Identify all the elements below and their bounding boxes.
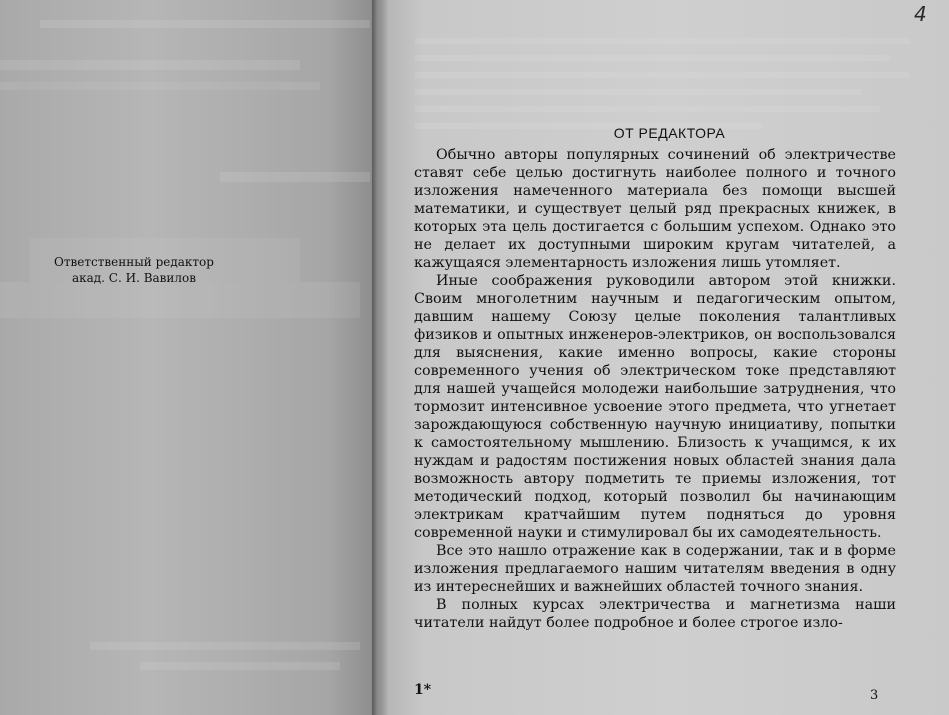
paragraph: Обычно авторы популярных сочинений об электричестве ставят себе целью достигнуть наиболее полного и точного изложения намеченного материала без помощи высшей математики, и существует целый ряд прекрасных книжек, в которых эта цель достигается с большим успехом. Однако это не делает их доступными широким кругам читателей, а кажущаяся элементарность изложения лишь утомляет. bbox=[414, 147, 896, 271]
body-text bbox=[414, 146, 896, 632]
section-heading: ОТ РЕДАКТОРА bbox=[613, 125, 726, 141]
handwritten-page-mark: 4 bbox=[914, 2, 927, 26]
paragraph: Иные соображения руководили автором этой книжки. Своим многолетним научным и педагогическим опытом, давшим нашему Союзу целые поколения талантливых физиков и опытных инженеров-электриков, он воспользовался для выяснения, какие именно вопросы, какие стороны современного учения об электрическом токе представляют для нашей учащейся молодежи наибольшие затруднения, что тормозит интенсивное усвоение этого предмета, что угнетает зарождающуюся собственную научную инициативу, попытки к самостоятельному мышлению. Близость к учащимся, к их нуждам и радостям постижения новых областей знания дала возможность автору подметить те приемы изложения, тот методический подход, который позволил бы начинающим электрикам кратчайшим путем подняться до уровня современной науки и стимулировал бы их самодеятельность. bbox=[414, 273, 896, 541]
editor-role: Ответственный редактор bbox=[54, 255, 214, 269]
page-number: 3 bbox=[870, 688, 879, 703]
show-through-strip bbox=[0, 82, 320, 90]
editor-name: акад. С. И. Вавилов bbox=[71, 271, 197, 285]
show-through-strip bbox=[40, 20, 370, 28]
show-through-strip bbox=[0, 60, 300, 70]
show-through-strip bbox=[140, 662, 340, 670]
show-through-strip bbox=[90, 642, 360, 650]
show-through-strip bbox=[220, 172, 370, 182]
left-page bbox=[0, 0, 372, 715]
signature-mark: 1* bbox=[414, 682, 432, 698]
paragraph: В полных курсах электричества и магнетизма наши читатели найдут более подробное и более строгое изло- bbox=[414, 597, 896, 631]
right-page bbox=[390, 0, 949, 715]
paragraph: Все это нашло отражение как в содержании, так и в форме изложения предлагаемого нашим читателям введения в одну из интереснейших и важнейших областей точного знания. bbox=[414, 543, 896, 595]
show-through-strip bbox=[0, 282, 360, 318]
editor-credit bbox=[44, 254, 224, 286]
book-gutter bbox=[372, 0, 390, 715]
